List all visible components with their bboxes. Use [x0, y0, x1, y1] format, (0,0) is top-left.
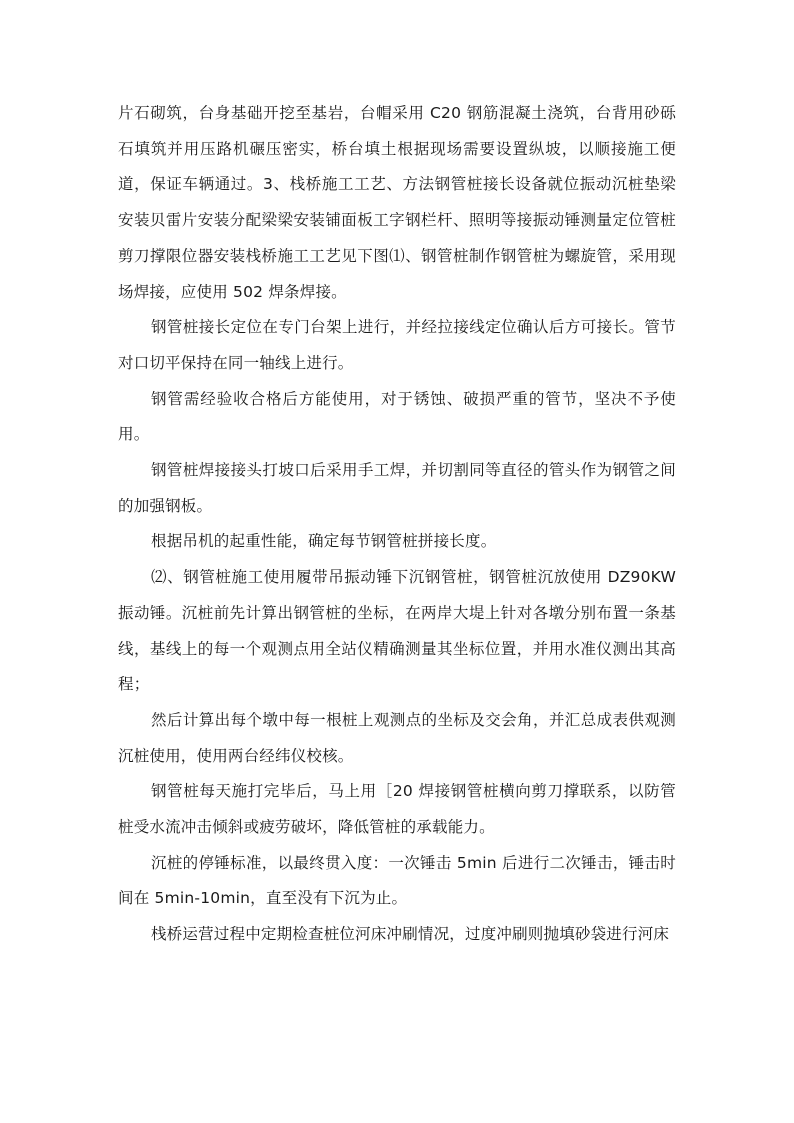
paragraph-4: 钢管桩焊接接头打坡口后采用手工焊，并切割同等直径的管头作为钢管之间的加强钢板。 — [118, 461, 676, 515]
paragraph-2: 钢管桩接长定位在专门台架上进行，并经拉接线定位确认后方可接长。管节对口切平保持在同一轴线上进行。 — [118, 318, 676, 372]
paragraph-7: 然后计算出每个墩中每一根桩上观测点的坐标及交会角，并汇总成表供观测沉桩使用，使用两台经纬仪校核。 — [118, 710, 676, 765]
paragraph-3: 钢管需经验收合格后方能使用，对于锈蚀、破损严重的管节，坚决不予使用。 — [118, 389, 676, 444]
paragraph-5: 根据吊机的起重性能，确定每节钢管桩拼接长度。 — [151, 532, 497, 551]
paragraph-9: 沉桩的停锤标准，以最终贯入度：一次锤击 5min 后进行二次锤击，锤击时间在 5min-10min，直至没有下沉为止。 — [118, 853, 676, 908]
paragraph-8: 钢管桩每天施打完毕后，马上用［20 焊接钢管桩横向剪刀撑联系，以防管桩受水流冲击倾斜或疲劳破坏，降低管桩的承载能力。 — [118, 782, 676, 837]
paragraph-10: 栈桥运营过程中定期检查桩位河床冲刷情况，过度冲刷则抛填砂袋进行河床 — [151, 925, 670, 944]
paragraph-1: 片石砌筑，台身基础开挖至基岩，台帽采用 C20 钢筋混凝土浇筑，台背用砂砾石填筑并用压路机碾压密实，桥台填土根据现场需要设置纵坡，以顺接施工便道，保证车辆通过。3、栈桥施工工艺、方法钢管桩接长设备就位振动沉桩垫梁安装贝雷片安装分配梁梁安装铺面板工字钢栏杆、照明等接振动锤测量定位管桩剪刀撑限位器安装栈桥施工工艺见下图⑴、钢管桩制作钢管桩为螺旋管，采用现场焊接，应使用 502 焊条焊接。 — [118, 104, 676, 301]
paragraph-6: ⑵、钢管桩施工使用履带吊振动锤下沉钢管桩，钢管桩沉放使用 DZ90KW 振动锤。沉桩前先计算出钢管桩的坐标，在两岸大堤上针对各墩分别布置一条基线，基线上的每一个观测点用全站仪精确测量其坐标位置，并用水准仪测出其高程； — [118, 568, 676, 694]
